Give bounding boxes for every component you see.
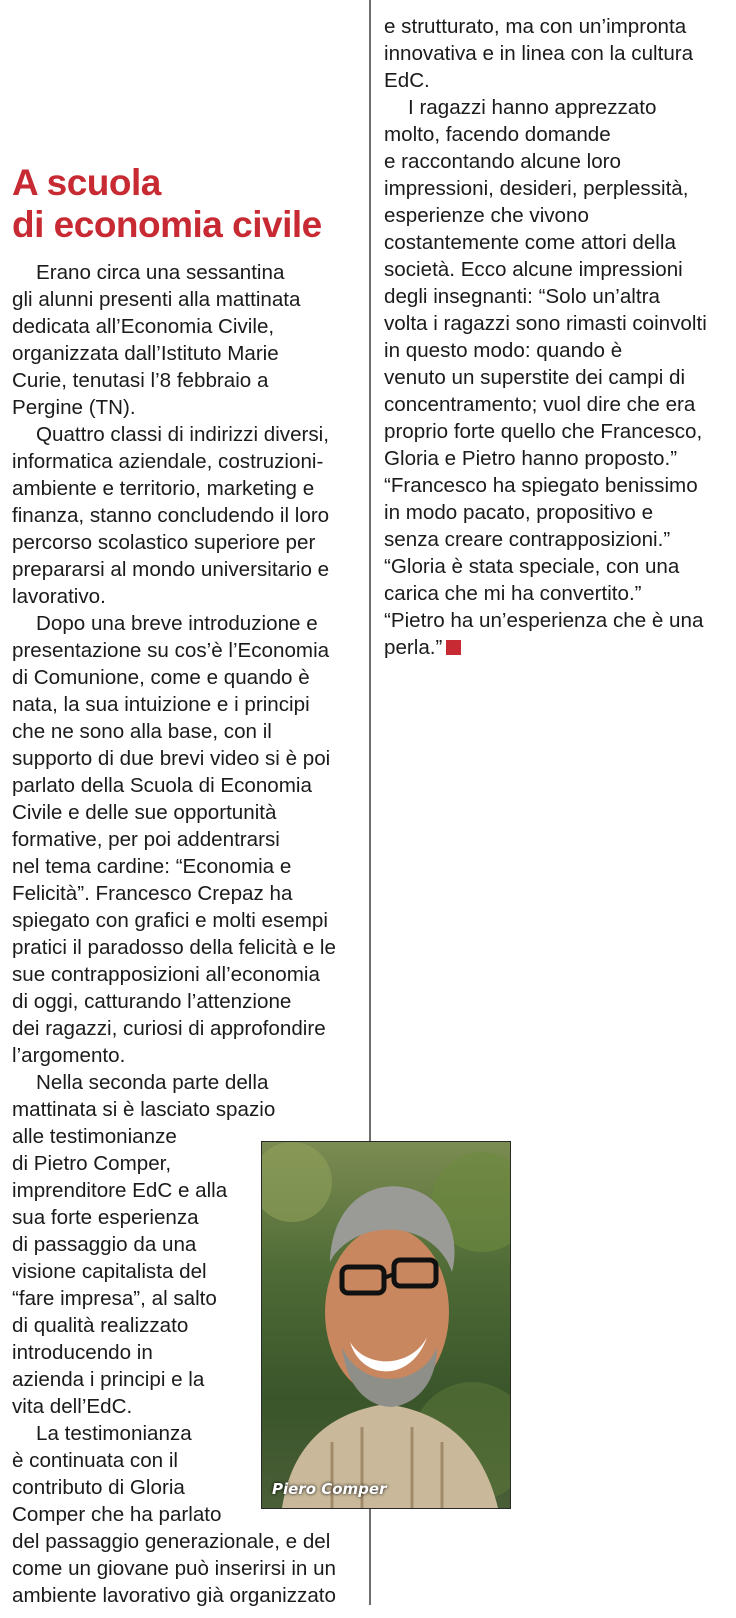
text-line: Civile e delle sue opportunità — [12, 801, 277, 824]
photo-caption: Piero Comper — [272, 1480, 387, 1498]
text-line: “fare impresa”, al salto — [12, 1287, 217, 1310]
article-paragraph — [12, 610, 336, 1069]
text-line: come un giovane può inserirsi in un — [12, 1557, 336, 1580]
text-line: società. Ecco alcune impressioni — [384, 258, 683, 281]
text-line: imprenditore EdC e alla — [12, 1179, 228, 1202]
text-line: contributo di Gloria — [12, 1476, 185, 1499]
text-line: di oggi, catturando l’attenzione — [12, 990, 292, 1013]
text-line: senza creare contrapposizioni.” — [384, 528, 671, 551]
text-line: percorso scolastico superiore per — [12, 531, 316, 554]
text-line: Comper che ha parlato — [12, 1503, 222, 1526]
article-paragraph — [384, 94, 707, 661]
text-line: carica che mi ha convertito.” — [384, 582, 642, 605]
text-line: proprio forte quello che Francesco, — [384, 420, 703, 443]
text-line: “Gloria è stata speciale, con una — [384, 555, 680, 578]
text-line: Felicità”. Francesco Crepaz ha — [12, 882, 293, 905]
article-paragraph — [384, 13, 707, 94]
article-title — [12, 162, 322, 246]
text-line: Curie, tenutasi l’8 febbraio a — [12, 369, 269, 392]
text-line: “Francesco ha spiegato benissimo — [384, 474, 698, 497]
text-line: che ne sono alla base, con il — [12, 720, 272, 743]
text-line: pratici il paradosso della felicità e le — [12, 936, 336, 959]
text-line: Pergine (TN). — [12, 396, 136, 419]
text-line: di Pietro Comper, — [12, 1152, 172, 1175]
text-line: sua forte esperienza — [12, 1206, 199, 1229]
text-line: azienda i principi e la — [12, 1368, 205, 1391]
text-line: l’argomento. — [12, 1044, 126, 1067]
text-line: nata, la sua intuizione e i principi — [12, 693, 310, 716]
text-line: concentramento; vuol dire che era — [384, 393, 696, 416]
portrait-photo — [261, 1141, 511, 1509]
text-line: “Pietro ha un’esperienza che è una — [384, 609, 704, 632]
title-line-2: di economia civile — [12, 204, 322, 245]
text-line: Nella seconda parte della — [36, 1071, 269, 1094]
text-line: presentazione su cos’è l’Economia — [12, 639, 330, 662]
text-line: alle testimonianze — [12, 1125, 177, 1148]
text-line: La testimonianza — [36, 1422, 192, 1445]
text-line: finanza, stanno concludendo il loro — [12, 504, 330, 527]
text-line: nel tema cardine: “Economia e — [12, 855, 292, 878]
text-line: volta i ragazzi sono rimasti coinvolti — [384, 312, 707, 335]
text-line: introducendo in — [12, 1341, 153, 1364]
article-paragraph — [12, 259, 336, 421]
text-line: formative, per poi addentrarsi — [12, 828, 280, 851]
text-line: ambiente e territorio, marketing e — [12, 477, 315, 500]
text-line: è continuata con il — [12, 1449, 179, 1472]
text-line: in questo modo: quando è — [384, 339, 623, 362]
text-line: organizzata dall’Istituto Marie — [12, 342, 279, 365]
text-line: sue contrapposizioni all’economia — [12, 963, 320, 986]
text-line: esperienze che vivono — [384, 204, 589, 227]
text-line: del passaggio generazionale, e del — [12, 1530, 331, 1553]
text-line: impressioni, desideri, perplessità, — [384, 177, 689, 200]
text-line: di passaggio da una — [12, 1233, 197, 1256]
text-line: informatica aziendale, costruzioni- — [12, 450, 324, 473]
text-line: e raccontando alcune loro — [384, 150, 621, 173]
text-line: lavorativo. — [12, 585, 106, 608]
text-line: innovativa e in linea con la cultura — [384, 42, 694, 65]
text-line: Erano circa una sessantina — [36, 261, 285, 284]
text-line: gli alunni presenti alla mattinata — [12, 288, 301, 311]
text-line: Quattro classi di indirizzi diversi, — [36, 423, 329, 446]
portrait-illustration — [262, 1142, 510, 1508]
text-line: molto, facendo domande — [384, 123, 611, 146]
text-line: vita dell’EdC. — [12, 1395, 133, 1418]
title-line-1: A scuola — [12, 162, 161, 203]
text-line: ambiente lavorativo già organizzato — [12, 1584, 336, 1607]
text-line: perla.” — [384, 634, 707, 661]
text-line: dei ragazzi, curiosi di approfondire — [12, 1017, 326, 1040]
end-of-article-square-icon — [446, 640, 461, 655]
text-line: e strutturato, ma con un’impronta — [384, 15, 687, 38]
text-line: EdC. — [384, 69, 430, 92]
text-line: di qualità realizzato — [12, 1314, 189, 1337]
text-line: mattinata si è lasciato spazio — [12, 1098, 276, 1121]
text-line: Dopo una breve introduzione e — [36, 612, 318, 635]
text-line: costantemente come attori della — [384, 231, 676, 254]
right-column — [384, 13, 707, 661]
text-line: I ragazzi hanno apprezzato — [408, 96, 657, 119]
text-line: dedicata all’Economia Civile, — [12, 315, 275, 338]
text-line: venuto un superstite dei campi di — [384, 366, 686, 389]
text-line: spiegato con grafici e molti esempi — [12, 909, 328, 932]
text-line: degli insegnanti: “Solo un’altra — [384, 285, 660, 308]
text-line: di Comunione, come e quando è — [12, 666, 310, 689]
text-line: visione capitalista del — [12, 1260, 207, 1283]
text-line: supporto di due brevi video si è poi — [12, 747, 331, 770]
text-line: Gloria e Pietro hanno proposto.” — [384, 447, 678, 470]
text-line: in modo pacato, propositivo e — [384, 501, 654, 524]
text-line: prepararsi al mondo universitario e — [12, 558, 330, 581]
article-paragraph — [12, 421, 336, 610]
text-line: parlato della Scuola di Economia — [12, 774, 312, 797]
